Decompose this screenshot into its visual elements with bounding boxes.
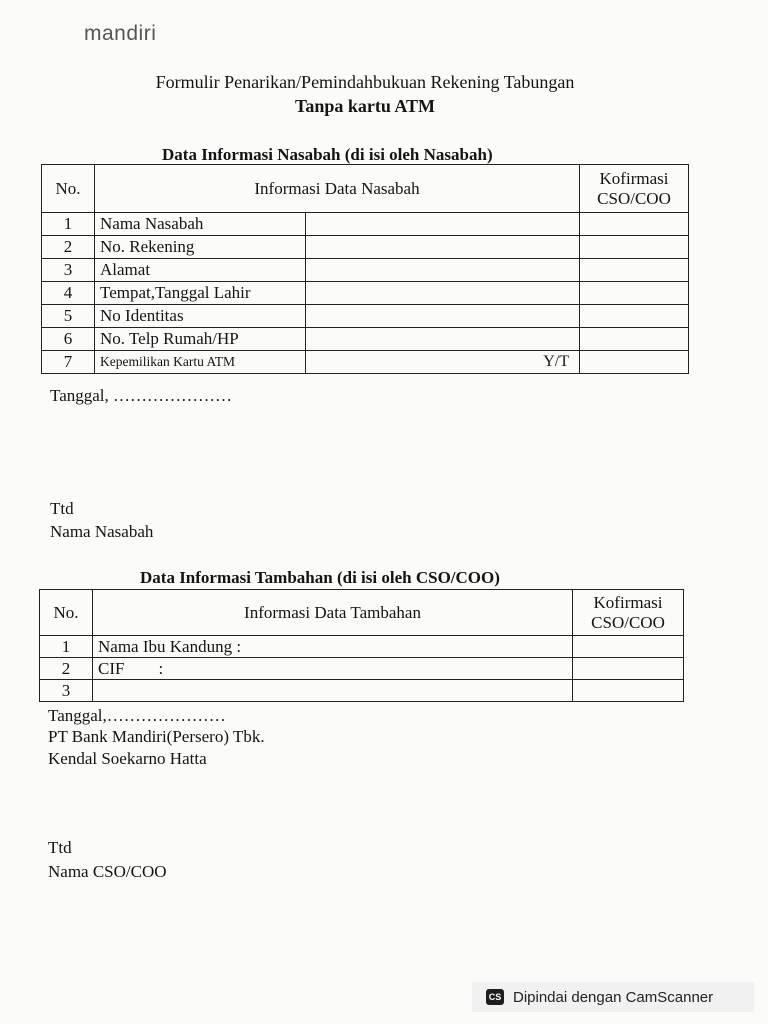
col-info-header: Informasi Data Tambahan [93,590,573,636]
camscanner-watermark [472,982,754,1012]
row-number: 1 [40,636,93,658]
form-title: Formulir Penarikan/Pemindahbukuan Rekening Tabungan [155,72,575,92]
row-value-field[interactable] [306,213,580,236]
signer-name-label: Nama CSO/COO [48,862,167,881]
col-no-header: No. [42,165,95,213]
camscanner-icon: CS [486,989,504,1005]
row-confirm-field[interactable] [580,259,689,282]
branch-name: Kendal Soekarno Hatta [48,749,207,768]
row-label: Tempat,Tanggal Lahir [95,282,306,305]
table-row [40,658,684,680]
company-name: PT Bank Mandiri(Persero) Tbk. [48,727,265,746]
customer-info-table [41,164,689,374]
row-number: 7 [42,351,95,374]
table-row [42,213,689,236]
row-confirm-field[interactable] [580,305,689,328]
row-confirm-field[interactable] [580,328,689,351]
table-row [42,236,689,259]
row-value-field[interactable] [306,236,580,259]
row-label: No Identitas [95,305,306,328]
row-label: No. Rekening [95,236,306,259]
row-label: Nama Nasabah [95,213,306,236]
date-line: Tanggal, ………………… [50,386,233,405]
table-row [42,282,689,305]
table-row [42,305,689,328]
row-number: 2 [40,658,93,680]
row-confirm-field[interactable] [580,282,689,305]
row-number: 4 [42,282,95,305]
bank-logo: mandiri [84,22,157,45]
row-label: Kepemilikan Kartu ATM [95,351,306,374]
row-value-field[interactable] [306,259,580,282]
row-confirm-field[interactable] [580,213,689,236]
row-number: 5 [42,305,95,328]
row-number: 3 [40,680,93,702]
form-subtitle: Tanpa kartu ATM [294,96,436,116]
table-row [42,259,689,282]
row-number: 1 [42,213,95,236]
row-label: Alamat [95,259,306,282]
row-number: 6 [42,328,95,351]
row-confirm-field[interactable] [573,658,684,680]
row-label: No. Telp Rumah/HP [95,328,306,351]
row-value-field[interactable] [306,328,580,351]
section1-title: Data Informasi Nasabah (di isi oleh Nasabah) [162,145,493,164]
additional-info-table [39,589,684,702]
yes-no-option: Y/T [543,353,569,370]
col-confirm-header: Kofirmasi CSO/COO [573,590,684,636]
row-value-field[interactable] [306,351,580,374]
table-row [42,351,689,374]
col-info-header: Informasi Data Nasabah [95,165,580,213]
row-number: 3 [42,259,95,282]
row-confirm-field[interactable] [580,236,689,259]
signature-label: Ttd [50,499,74,518]
signer-name-label: Nama Nasabah [50,522,154,541]
table-row [40,636,684,658]
section2-title: Data Informasi Tambahan (di isi oleh CSO/COO) [140,568,500,587]
row-confirm-field[interactable] [573,680,684,702]
row-confirm-field[interactable] [573,636,684,658]
table-row [40,680,684,702]
row-number: 2 [42,236,95,259]
table-row [42,328,689,351]
signature-label: Ttd [48,838,72,857]
col-no-header: No. [40,590,93,636]
watermark-text: Dipindai dengan CamScanner [513,988,714,1006]
row-label: Nama Ibu Kandung : [93,636,573,658]
row-label: CIF : [93,658,573,680]
date-line: Tanggal,………………… [48,706,226,725]
row-label[interactable] [93,680,573,702]
col-confirm-header: Kofirmasi CSO/COO [580,165,689,213]
row-value-field[interactable] [306,282,580,305]
row-value-field[interactable] [306,305,580,328]
row-confirm-field[interactable] [580,351,689,374]
